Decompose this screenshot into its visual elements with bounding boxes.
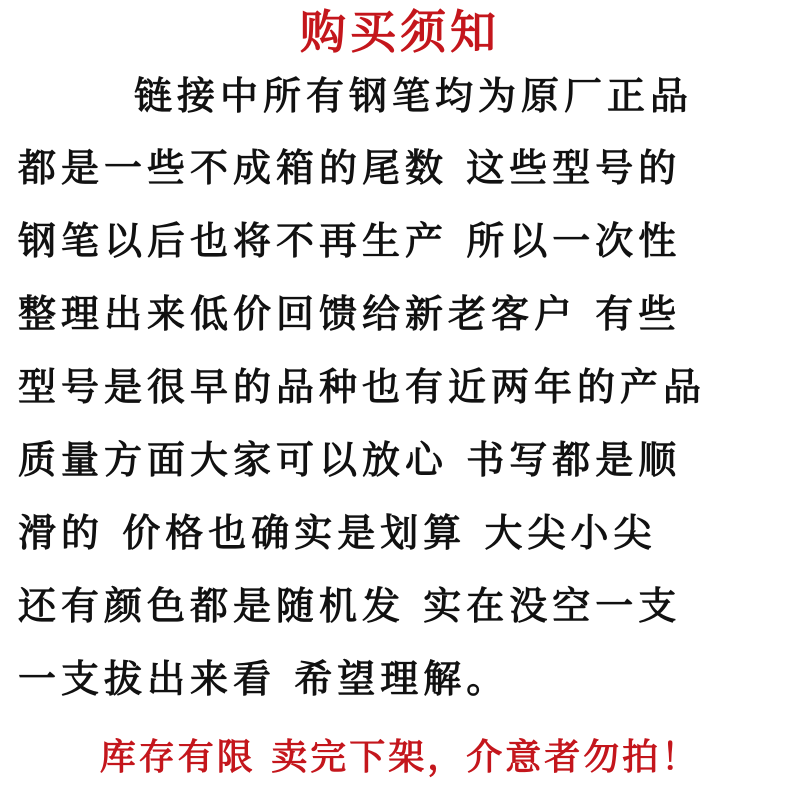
body-line: 一支拔出来看 希望理解。 (18, 656, 510, 701)
body-line: 整理出来低价回馈给新老客户 有些 (18, 291, 682, 336)
body-line: 滑的 价格也确实是划算 大尖小尖 (18, 510, 657, 555)
page-title: 购买须知 (300, 5, 500, 59)
body-line: 还有颜色都是随机发 实在没空一支 (18, 583, 682, 628)
body-line: 都是一些不成箱的尾数 这些型号的 (18, 145, 682, 190)
body-line: 链接中所有钢笔均为原厂正品 (134, 73, 694, 118)
body-line: 质量方面大家可以放心 书写都是顺 (18, 437, 682, 482)
body-line: 钢笔以后也将不再生产 所以一次性 (18, 218, 682, 263)
body-line: 型号是很早的品种也有近两年的产品 (18, 364, 707, 409)
stock-warning: 库存有限 卖完下架，介意者勿拍！ (99, 736, 701, 778)
